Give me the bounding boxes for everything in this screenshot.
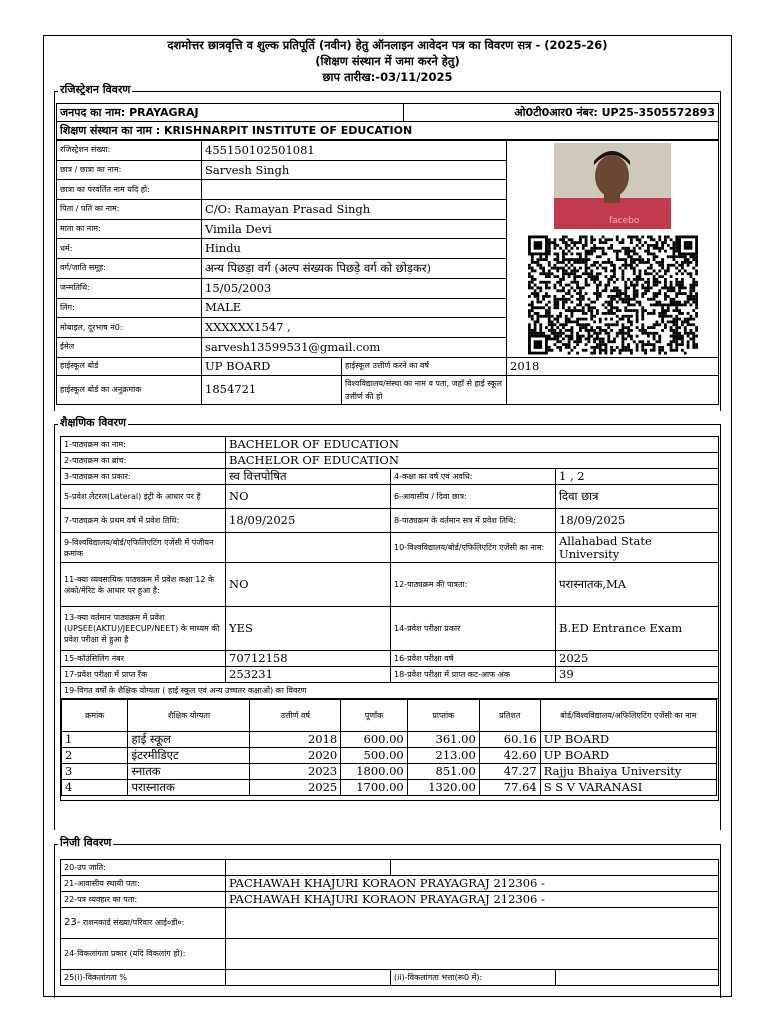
subcaste-blank (391, 860, 719, 876)
qualification-cell: 3 (62, 764, 128, 780)
ration-label-text: राशनकार्ड संख्या/परिवार आई०डी०: (82, 918, 185, 927)
course-branch-value: BACHELOR OF EDUCATION (226, 453, 719, 469)
academic-field-label: 10-विश्वविद्यालय/बोर्ड/एफिलिएटिंग एजेंसी का नाम: (391, 533, 556, 563)
registration-row-value: MALE (202, 298, 507, 318)
academic-row (61, 509, 719, 533)
ration-label-number: 23- (64, 917, 81, 928)
academic-field-value (226, 533, 391, 563)
registration-row-value (202, 180, 507, 200)
academic-field-label: 12-पाठ्यक्रम की पात्रता: (391, 563, 556, 607)
registration-row-label: रजिस्ट्रेशन संख्या: (57, 141, 202, 161)
form-title: दशमोत्तर छात्रवृत्ति व शुल्क प्रतिपूर्ति (नवीन) हेतु ऑनलाइन आवेदन पत्र का विवरण सत्र - (2025-26) (167, 38, 608, 52)
qualification-cell: S S V VARANASI (540, 780, 716, 796)
academic-field-value: 18/09/2025 (226, 509, 391, 533)
print-date: छाप तारीख:-03/11/2025 (322, 70, 453, 84)
academic-field-label: 7-पाठ्यक्रम के प्रथम वर्ष में प्रवेश तिथि: (61, 509, 226, 533)
academic-field-label: 4-कक्षा का वर्ष एवं अवधि: (391, 469, 556, 485)
institute-name: शिक्षण संस्थान का नाम : KRISHNARPIT INSTITUTE OF EDUCATION (57, 122, 719, 140)
registration-row-value: C/O: Ramayan Prasad Singh (202, 200, 507, 220)
qualification-cell: स्नातक (128, 764, 250, 780)
course-name-label: 1-पाठ्यक्रम का नाम: (61, 437, 226, 453)
highschool-board-value: UP BOARD (202, 357, 342, 375)
qualification-cell: UP BOARD (540, 748, 716, 764)
academic-field-label: 5-प्रवेश लेटरल(Lateral) इंट्री के आधार पर है (61, 485, 226, 509)
registration-section-title: रजिस्ट्रेशन विवरण (60, 83, 131, 96)
academic-field-label: 9-विश्वविद्यालय/बोर्ड/एफिलिएटिंग एजेंसी में पंजीयन क्रमांक (61, 533, 226, 563)
svg-text:facebo: facebo (609, 216, 640, 226)
academic-field-label: 11-क्या व्यवसायिक पाठ्यक्रम में प्रवेश कक्षा 12 के अंको/मेरिट के आधार पर हुआ है: (61, 563, 226, 607)
academic-field-label: 3-पाठ्यक्रम का प्रकार: (61, 469, 226, 485)
academic-field-value: NO (226, 485, 391, 509)
qualification-title: 19-विगत वर्षों के शैक्षिक योग्यता ( हाई स्कूल एवं अन्य उच्चतर कक्षाओं) का विवरण (61, 683, 719, 699)
course-name-value: BACHELOR OF EDUCATION (226, 437, 719, 453)
registration-row-label: लिंग: (57, 298, 202, 318)
form-subtitle: (शिक्षण संस्थान में जमा करने हेतु) (315, 54, 460, 68)
academic-row (61, 533, 719, 563)
qualification-cell: इंटरमीडिएट (128, 748, 250, 764)
qualification-cell: Rajju Bhaiya University (540, 764, 716, 780)
qualification-cell: 1800.00 (341, 764, 407, 780)
academic-row (61, 469, 719, 485)
photo-qr-cell (507, 141, 719, 358)
subcaste-label: 20-उप जाति: (61, 860, 226, 876)
disability-type-label: 24-विकलांगता प्रकार (यदि विकलांग हो): (61, 939, 226, 970)
correspondence-address-value: PACHAWAH KHAJURI KORAON PRAYAGRAJ 212306 - (226, 892, 719, 908)
qualification-cell: हाई स्कूल (128, 732, 250, 748)
personal-section-title: निजी विवरण (60, 836, 112, 849)
registration-row-label: जन्मतिथि: (57, 278, 202, 298)
qualification-header-cell: बोर्ड/विश्वविद्यालय/अफिलिएटिंग एजेंसी का नाम (540, 700, 716, 732)
academic-row (61, 667, 719, 683)
qualification-cell: 600.00 (341, 732, 407, 748)
qualification-cell: 2018 (250, 732, 341, 748)
qualification-row (62, 748, 717, 764)
academic-field-value: 70712158 (226, 651, 391, 667)
qualification-cell: 60.16 (479, 732, 540, 748)
qualification-header-cell: शैक्षिक योग्यता (128, 700, 250, 732)
registration-row-value: 15/05/2003 (202, 278, 507, 298)
registration-row-value: Hindu (202, 239, 507, 259)
academic-field-value: YES (226, 607, 391, 651)
registration-row-label: छात्रा का परवर्तित नाम यदि हो: (57, 180, 202, 200)
qualification-cell: 1 (62, 732, 128, 748)
academic-section (54, 416, 721, 830)
disability-allowance-label: (ii)-विकलांगता भत्ता(रू0 में): (391, 970, 556, 986)
personal-table (60, 859, 719, 986)
qualification-cell: 2020 (250, 748, 341, 764)
academic-section-title: शैक्षणिक विवरण (60, 416, 126, 429)
highschool-roll-value: 1854721 (202, 375, 342, 404)
highschool-year-label: हाईस्कूल उत्तीर्ण करने का वर्ष (342, 357, 507, 375)
academic-field-label: 8-पाठ्यक्रम के वर्तमान सत्र में प्रवेश तिथि: (391, 509, 556, 533)
qualification-cell: 2 (62, 748, 128, 764)
academic-field-label: 18-प्रवेश परीक्षा में प्राप्त कट-आफ अंक (391, 667, 556, 683)
qr-code (528, 235, 698, 355)
registration-row-label: धर्म: (57, 239, 202, 259)
registration-row-value: sarvesh13599531@gmail.com (202, 337, 507, 357)
personal-section (54, 836, 721, 998)
form-header (44, 36, 731, 85)
qualification-header-cell: प्राप्तांक (407, 700, 479, 732)
qualification-cell: 2025 (250, 780, 341, 796)
qualification-cell: UP BOARD (540, 732, 716, 748)
academic-field-value: Allahabad State University (556, 533, 719, 563)
highschool-roll-label: हाईस्कूल बोर्ड का अनुक्रमांक (57, 375, 202, 404)
correspondence-address-label: 22-पत्र व्यवहार का पता: (61, 892, 226, 908)
academic-field-label: 15-कॉउंसिलिंग नंबर (61, 651, 226, 667)
academic-field-value: 1 , 2 (556, 469, 719, 485)
district-name: जनपद का नाम: PRAYAGRAJ (57, 104, 404, 122)
university-value (507, 375, 719, 404)
disability-pct-label: 25(i)-विकलांगता % (61, 970, 226, 986)
qualification-table (61, 699, 717, 796)
academic-field-value: 18/09/2025 (556, 509, 719, 533)
academic-row (61, 485, 719, 509)
university-label: विश्वविद्यालय/संस्था का नाम व पता, जहाँ से हाई स्कूल उत्तीर्ण की हो (342, 375, 507, 404)
registration-row-value: 455150102501081 (202, 141, 507, 161)
registration-row-value: Sarvesh Singh (202, 160, 507, 180)
academic-field-value: 39 (556, 667, 719, 683)
qualification-cell: 1700.00 (341, 780, 407, 796)
qualification-header-cell: प्रतिशत (479, 700, 540, 732)
qualification-cell: 500.00 (341, 748, 407, 764)
course-branch-label: 2-पाठ्यक्रम का ब्रांच: (61, 453, 226, 469)
academic-row (61, 651, 719, 667)
registration-row-label: वर्ग/जाति समूह: (57, 259, 202, 279)
academic-field-value: B.ED Entrance Exam (556, 607, 719, 651)
academic-row (61, 563, 719, 607)
ration-value (226, 908, 719, 939)
registration-row-label: पिता / पति का नाम: (57, 200, 202, 220)
qualification-cell: 1320.00 (407, 780, 479, 796)
permanent-address-value: PACHAWAH KHAJURI KORAON PRAYAGRAJ 212306 - (226, 876, 719, 892)
registration-row (57, 141, 719, 161)
academic-row (61, 607, 719, 651)
highschool-board-label: हाईस्कूल बोर्ड (57, 357, 202, 375)
registration-row-value: XXXXXX1547 , (202, 318, 507, 338)
qualification-cell: 361.00 (407, 732, 479, 748)
registration-section (54, 83, 721, 411)
qualification-cell (61, 699, 719, 801)
academic-field-label: 14-प्रवेश परीक्षा प्रकार (391, 607, 556, 651)
qualification-cell: 47.27 (479, 764, 540, 780)
registration-row-value: अन्य पिछड़ा वर्ग (अल्प संख्यक पिछड़े वर्ग को छोड़कर) (202, 259, 507, 279)
qualification-header-cell: उत्तीर्ण वर्ष (250, 700, 341, 732)
qualification-header-row (62, 700, 717, 732)
application-form-page (43, 35, 732, 997)
academic-field-label: 6-आवासीय / दिवा छात्र: (391, 485, 556, 509)
registration-row-label: ईमेल (57, 337, 202, 357)
academic-table (60, 436, 719, 801)
otr-number: ओ0टी0आर0 नंबर: UP25-3505572893 (404, 104, 719, 122)
academic-field-value: दिवा छात्र (556, 485, 719, 509)
qualification-row (62, 764, 717, 780)
registration-detail-table (56, 140, 719, 405)
qualification-header-cell: क्रमांक (62, 700, 128, 732)
permanent-address-label: 21-आवासीय स्थायी पता: (61, 876, 226, 892)
qualification-cell: 851.00 (407, 764, 479, 780)
qualification-cell: 77.64 (479, 780, 540, 796)
disability-pct-value (226, 970, 391, 986)
disability-type-value (226, 939, 719, 970)
academic-field-value: NO (226, 563, 391, 607)
academic-field-label: 17-प्रवेश परीक्षा में प्राप्त रैंक (61, 667, 226, 683)
qualification-cell: 42.60 (479, 748, 540, 764)
registration-top-table (56, 103, 719, 140)
academic-field-value: परास्नातक,MA (556, 563, 719, 607)
qualification-header-cell: पूर्णांक (341, 700, 407, 732)
ration-label (61, 908, 226, 939)
registration-row-value: Vimila Devi (202, 219, 507, 239)
academic-field-label: 16-प्रवेश परीक्षा वर्ष (391, 651, 556, 667)
qualification-cell: 4 (62, 780, 128, 796)
qualification-cell: 2023 (250, 764, 341, 780)
academic-field-value: 2025 (556, 651, 719, 667)
disability-allowance-value (556, 970, 719, 986)
registration-row-label: छात्र / छात्रा का नाम: (57, 160, 202, 180)
academic-field-value: स्व वित्तपोषित (226, 469, 391, 485)
subcaste-value (226, 860, 391, 876)
qualification-row (62, 780, 717, 796)
academic-field-value: 253231 (226, 667, 391, 683)
highschool-year-value: 2018 (507, 357, 719, 375)
academic-field-label: 13-क्या वर्तमान पाठ्यक्रम में प्रवेश (UPSEE(AKTU)/JEECUP/NEET) के माध्यम की प्रवेश परीक्षा से हुआ है (61, 607, 226, 651)
qualification-cell: 213.00 (407, 748, 479, 764)
registration-row-label: मोबाइल, दूरभाष नं0: (57, 318, 202, 338)
qualification-row (62, 732, 717, 748)
student-photo (554, 143, 671, 229)
registration-row-label: माता का नाम: (57, 219, 202, 239)
qualification-cell: परास्नातक (128, 780, 250, 796)
